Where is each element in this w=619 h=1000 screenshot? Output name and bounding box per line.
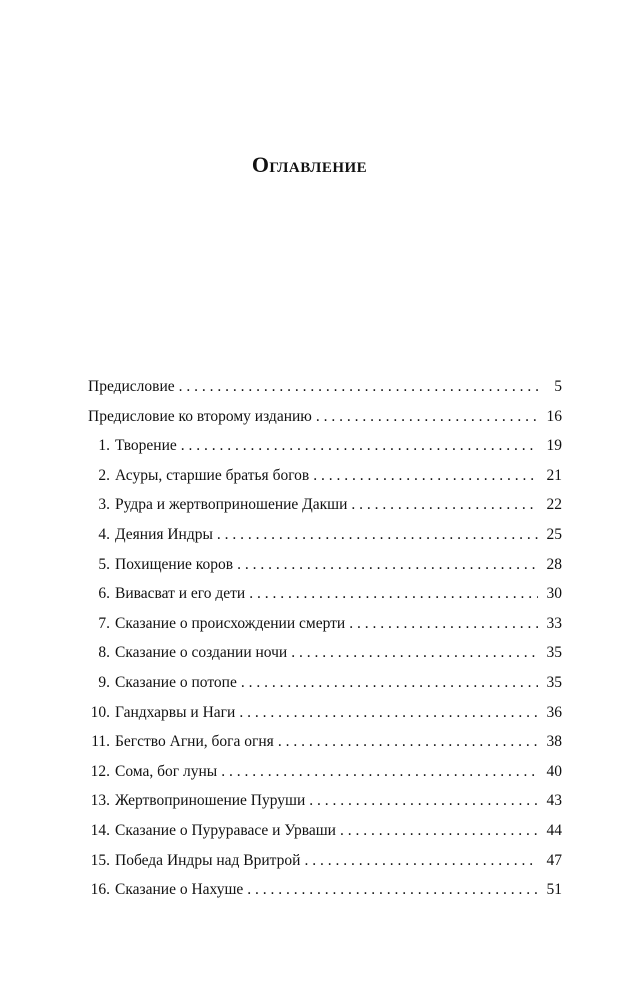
toc-leader-dots [221, 757, 538, 787]
toc-entry-label: Сказание о потопе [115, 673, 237, 691]
toc-entry-label: Бегство Агни, бога огня [115, 733, 274, 751]
toc-entry-label: Предисловие [88, 378, 175, 395]
toc-entry-page: 36 [546, 703, 562, 721]
toc-leader-dots [349, 609, 538, 639]
toc-entry-page: 30 [546, 585, 562, 603]
toc-entry [88, 372, 562, 402]
toc-entry-label: Жертвоприношение Пуруши [115, 792, 306, 810]
toc-entry-page: 40 [546, 762, 562, 780]
toc-entry-page: 44 [546, 821, 562, 839]
toc-leader-dots [309, 786, 538, 816]
page-title: Оглавление [251, 152, 368, 177]
toc-entry-number: 14. [90, 821, 110, 839]
toc-entry [88, 609, 562, 639]
toc-entry [88, 816, 562, 846]
toc-entry-number: 9. [98, 673, 110, 691]
toc-leader-dots [313, 461, 538, 491]
toc-leader-dots [247, 875, 538, 905]
toc-entry-number: 2. [98, 466, 110, 484]
toc-leader-dots [217, 520, 538, 550]
toc-entry-page: 35 [546, 673, 562, 691]
toc-entry-number: 10. [90, 703, 110, 721]
toc-leader-dots [291, 638, 538, 668]
toc-entry-number: 5. [98, 555, 110, 573]
toc-entry-number: 13. [90, 792, 110, 810]
toc-entry-label: Похищение коров [115, 555, 234, 573]
toc-leader-dots [241, 668, 538, 698]
toc-entry-page: 47 [546, 851, 562, 869]
toc-entry-page: 33 [546, 614, 562, 632]
toc-entry-number: 3. [98, 496, 110, 514]
toc-entry-page: 5 [554, 378, 562, 395]
toc-entry [88, 461, 562, 491]
toc-leader-dots [304, 846, 538, 876]
toc-entry-page: 16 [546, 407, 562, 425]
toc-entry-number: 15. [90, 851, 110, 869]
toc-leader-dots [237, 550, 538, 580]
toc-entry [88, 786, 562, 816]
toc-leader-dots [340, 816, 538, 846]
toc-leader-dots [316, 402, 538, 432]
toc-entry-label: Сказание о происхождении смерти [115, 614, 346, 632]
toc-entry-page: 35 [546, 644, 562, 662]
toc-entry-page: 21 [546, 466, 562, 484]
toc-entry-number: 8. [98, 644, 110, 662]
toc-entry [88, 875, 562, 905]
toc-entry-number: 16. [90, 881, 110, 899]
toc-entry [88, 490, 562, 520]
toc-entry-label: Деяния Индры [115, 525, 213, 543]
toc-entry-page: 28 [546, 555, 562, 573]
toc-entry [88, 846, 562, 876]
toc-entry [88, 727, 562, 757]
toc-entry-label: Сказание о создании ночи [115, 644, 288, 662]
toc-leader-dots [249, 579, 538, 609]
toc-leader-dots [179, 372, 538, 402]
toc-entry-label: Сказание о Пуруравасе и Урваши [115, 821, 336, 839]
toc-entry-page: 25 [546, 525, 562, 543]
toc-entry [88, 638, 562, 668]
toc-entry [88, 698, 562, 728]
toc-entry-label: Асуры, старшие братья богов [115, 466, 310, 484]
toc-entry [88, 579, 562, 609]
toc-entry-number: 7. [98, 614, 110, 632]
toc-entry-label: Победа Индры над Вритрой [115, 851, 301, 869]
toc-entry-number: 4. [98, 525, 110, 543]
toc-entry-label: Рудра и жертвоприношение Дакши [115, 496, 348, 514]
toc-entry-label: Вивасват и его дети [115, 585, 246, 603]
toc-entry-page: 38 [546, 733, 562, 751]
toc-entry [88, 402, 562, 432]
toc-entry-number: 11. [91, 733, 110, 751]
toc-entry-page: 19 [546, 437, 562, 455]
toc-entry-number: 6. [98, 585, 110, 603]
toc-leader-dots [278, 727, 538, 757]
toc-entry [88, 668, 562, 698]
toc-leader-dots [239, 698, 538, 728]
toc-leader-dots [351, 490, 538, 520]
toc-entry-label: Творение [115, 437, 177, 455]
toc-entry-label: Сказание о Нахуше [115, 881, 244, 899]
table-of-contents [88, 372, 562, 905]
toc-entry-label: Сома, бог луны [115, 762, 218, 780]
toc-entry-page: 43 [546, 792, 562, 810]
toc-entry-page: 22 [546, 496, 562, 514]
toc-entry-label: Гандхарвы и Наги [115, 703, 236, 721]
toc-leader-dots [181, 431, 538, 461]
toc-entry-number: 12. [90, 762, 110, 780]
toc-entry-number: 1. [98, 437, 110, 455]
toc-entry [88, 550, 562, 580]
toc-entry [88, 431, 562, 461]
toc-entry-label: Предисловие ко второму изданию [88, 407, 312, 425]
toc-entry [88, 520, 562, 550]
toc-entry [88, 757, 562, 787]
toc-entry-page: 51 [546, 881, 562, 899]
